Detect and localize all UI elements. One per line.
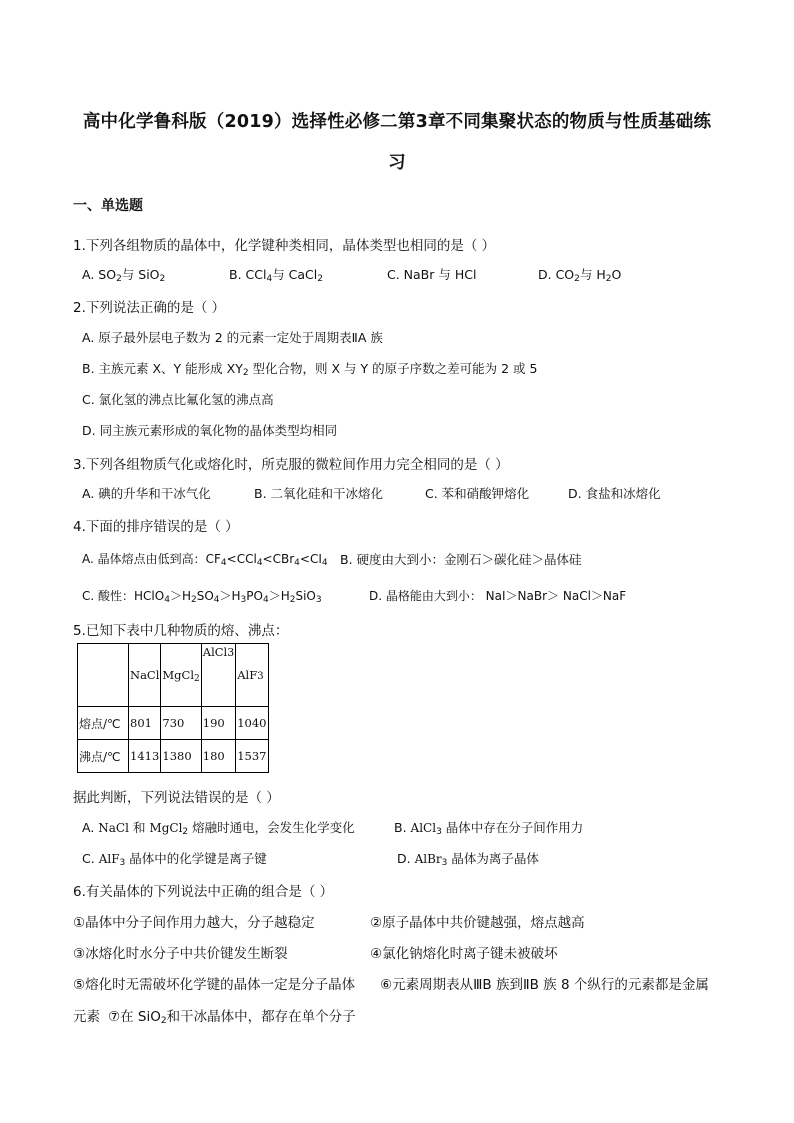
- question-4-option-a: A. 晶体熔点由低到高：$CF_4<CCl_4<CBr_4<CI_4$: [82, 552, 328, 568]
- table-cell: 730: [161, 707, 201, 740]
- question-5-option-a: A. NaCl 和 MgCl$_2$ 熔融时通电，会发生化学变化: [82, 820, 355, 837]
- table-header-cell: MgCl$_2$: [161, 644, 201, 707]
- question-6-statement-6-continued: 元素: [73, 1009, 100, 1025]
- question-6-statement-7: ⑦在 SiO$_2$和干冰晶体中，都存在单个分子: [108, 1009, 356, 1026]
- table-cell: 1380: [161, 740, 201, 773]
- question-1-option-c: C. NaBr 与 HCl: [387, 267, 477, 282]
- question-5-option-d: D. AlBr$_3$ 晶体为离子晶体: [397, 851, 539, 868]
- question-2-stem: 2.下列说法正确的是（ ）: [73, 300, 226, 316]
- table-cell: 1040: [236, 707, 268, 740]
- document-title: 高中化学鲁科版（2019）选择性必修二第3章不同集聚状态的物质与性质基础练: [82, 112, 712, 132]
- question-6-stem: 6.有关晶体的下列说法中正确的组合是（ ）: [73, 884, 334, 900]
- melting-boiling-table: [77, 643, 269, 773]
- question-5-option-c: C. AlF$_3$ 晶体中的化学键是离子键: [82, 851, 267, 868]
- question-4-option-b: B. 硬度由大到小：金刚石＞碳化硅＞晶体硅: [340, 552, 582, 567]
- question-6-statement-4: ④氯化钠熔化时离子键未被破坏: [370, 946, 558, 962]
- table-header-row: [78, 644, 269, 707]
- question-6-statement-1: ①晶体中分子间作用力越大，分子越稳定: [73, 915, 315, 931]
- question-6-statement-3: ③冰熔化时水分子中共价键发生断裂: [73, 946, 288, 962]
- table-row: [78, 707, 269, 740]
- question-1-option-d: D. $CO_2$与 $H_2O$: [538, 267, 622, 284]
- section-heading: 一、单选题: [73, 198, 143, 214]
- question-3-stem: 3.下列各组物质气化或熔化时，所克服的微粒间作用力完全相同的是（ ）: [73, 457, 509, 473]
- question-4-option-c: C. 酸性：$HClO_4>H_2SO_4>H_3PO_4>H_2SiO_3$: [82, 589, 322, 605]
- table-header-cell: AlCl3: [201, 644, 235, 707]
- question-5-option-b: B. AlCl$_3$ 晶体中存在分子间作用力: [394, 820, 584, 837]
- question-2-option-c: C. 氯化氢的沸点比氟化氢的沸点高: [82, 392, 274, 407]
- table-row: [78, 740, 269, 773]
- question-2-option-b: B. 主族元素 X、Y 能形成 $XY_2$ 型化合物，则 X 与 Y 的原子序数之差可能为 2 或 5: [82, 361, 538, 378]
- table-header-cell: AlF3: [236, 644, 268, 707]
- table-row-label: 熔点/℃: [78, 707, 129, 740]
- question-6-statement-2: ②原子晶体中共价键越强，熔点越高: [370, 915, 585, 931]
- table-cell: 180: [201, 740, 235, 773]
- table-row-label: 沸点/℃: [78, 740, 129, 773]
- table-header-cell: NaCl: [129, 644, 161, 707]
- question-1-option-a: A. $SO_2$与 SiO$_2$: [82, 267, 166, 284]
- question-6-statement-6: ⑥元素周期表从ⅢB 族到ⅡB 族 8 个纵行的元素都是金属: [380, 977, 709, 993]
- question-5-followup: 据此判断，下列说法错误的是（ ）: [73, 790, 280, 806]
- question-4-stem: 4.下面的排序错误的是（ ）: [73, 519, 239, 535]
- table-cell: 1537: [236, 740, 268, 773]
- question-3-option-c: C. 苯和硝酸钾熔化: [425, 486, 530, 501]
- table-cell: 190: [201, 707, 235, 740]
- question-3-option-b: B. 二氧化硅和干冰熔化: [254, 486, 384, 501]
- question-6-statement-5: ⑤熔化时无需破坏化学键的晶体一定是分子晶体: [73, 977, 356, 993]
- question-1-option-b: B. CCl$_4$与 CaCl$_2$: [229, 267, 323, 284]
- question-5-stem: 5.已知下表中几种物质的熔、沸点：: [73, 623, 289, 639]
- table-cell: 801: [129, 707, 161, 740]
- document-title-continued: 习: [388, 153, 406, 173]
- question-2-option-d: D. 同主族元素形成的氧化物的晶体类型均相同: [82, 423, 338, 438]
- question-3-option-a: A. 碘的升华和干冰气化: [82, 486, 211, 501]
- question-3-option-d: D. 食盐和冰熔化: [568, 486, 661, 501]
- table-cell: 1413: [129, 740, 161, 773]
- question-2-option-a: A. 原子最外层电子数为 2 的元素一定处于周期表ⅡA 族: [82, 330, 383, 345]
- table-corner-cell: [78, 644, 129, 707]
- question-1-stem: 1.下列各组物质的晶体中，化学键种类相同，晶体类型也相同的是（ ）: [73, 238, 496, 254]
- question-4-option-d: D. 晶格能由大到小： NaI＞NaBr＞ NaCl＞NaF: [369, 589, 627, 603]
